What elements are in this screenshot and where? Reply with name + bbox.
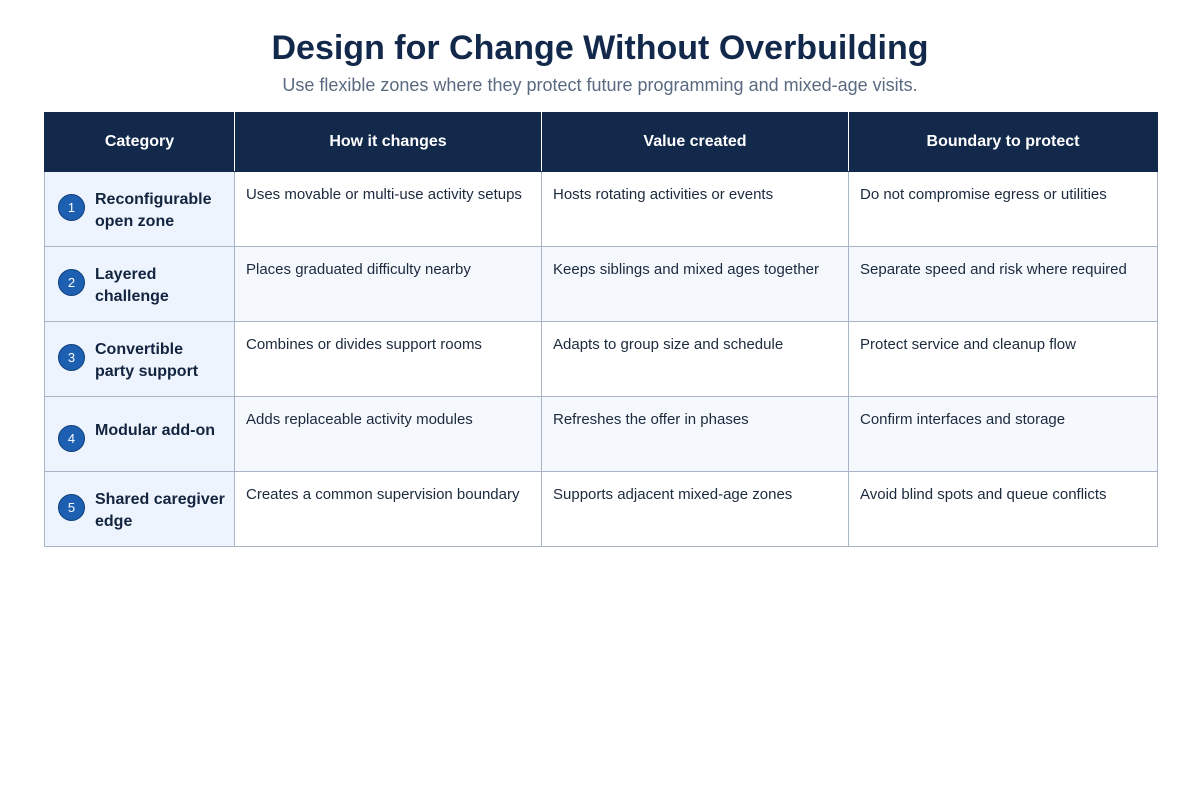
- comparison-table: [44, 112, 1158, 547]
- table-row: [45, 172, 1158, 247]
- category-cell: [45, 472, 235, 547]
- boundary-cell: Avoid blind spots and queue conflicts: [849, 472, 1158, 547]
- column-header-boundary: Boundary to protect: [849, 113, 1158, 172]
- number-badge: 1: [58, 194, 85, 221]
- boundary-cell: Do not compromise egress or utilities: [849, 172, 1158, 247]
- how-it-changes-cell: Places graduated difficulty nearby: [235, 247, 542, 322]
- category-cell: [45, 172, 235, 247]
- value-created-cell: Keeps siblings and mixed ages together: [542, 247, 849, 322]
- value-created-cell: Hosts rotating activities or events: [542, 172, 849, 247]
- value-created-cell: Adapts to group size and schedule: [542, 322, 849, 397]
- category-label: Shared caregiver edge: [95, 491, 225, 530]
- table-row: [45, 472, 1158, 547]
- table-row: [45, 397, 1158, 472]
- category-cell: [45, 397, 235, 472]
- table-body: [45, 172, 1158, 547]
- page-subtitle: Use flexible zones where they protect future programming and mixed-age visits.: [282, 75, 918, 95]
- number-badge: 3: [58, 344, 85, 371]
- how-it-changes-cell: Adds replaceable activity modules: [235, 397, 542, 472]
- column-header-how-it-changes: How it changes: [235, 113, 542, 172]
- how-it-changes-cell: Combines or divides support rooms: [235, 322, 542, 397]
- category-cell: [45, 322, 235, 397]
- how-it-changes-cell: Uses movable or multi-use activity setups: [235, 172, 542, 247]
- how-it-changes-cell: Creates a common supervision boundary: [235, 472, 542, 547]
- header-row: [45, 113, 1158, 172]
- category-cell: [45, 247, 235, 322]
- boundary-cell: Separate speed and risk where required: [849, 247, 1158, 322]
- number-badge: 5: [58, 494, 85, 521]
- column-header-category: Category: [45, 113, 235, 172]
- value-created-cell: Supports adjacent mixed-age zones: [542, 472, 849, 547]
- boundary-cell: Confirm interfaces and storage: [849, 397, 1158, 472]
- number-badge: 4: [58, 425, 85, 452]
- value-created-cell: Refreshes the offer in phases: [542, 397, 849, 472]
- category-label: Layered challenge: [95, 266, 169, 305]
- number-badge: 2: [58, 269, 85, 296]
- table-header: [45, 113, 1158, 172]
- table-row: [45, 247, 1158, 322]
- category-label: Convertible party support: [95, 341, 199, 380]
- column-header-value-created: Value created: [542, 113, 849, 172]
- category-label: Reconfigurable open zone: [95, 191, 212, 230]
- page-title: Design for Change Without Overbuilding: [271, 29, 929, 67]
- boundary-cell: Protect service and cleanup flow: [849, 322, 1158, 397]
- category-label: Modular add-on: [95, 422, 215, 439]
- table-row: [45, 322, 1158, 397]
